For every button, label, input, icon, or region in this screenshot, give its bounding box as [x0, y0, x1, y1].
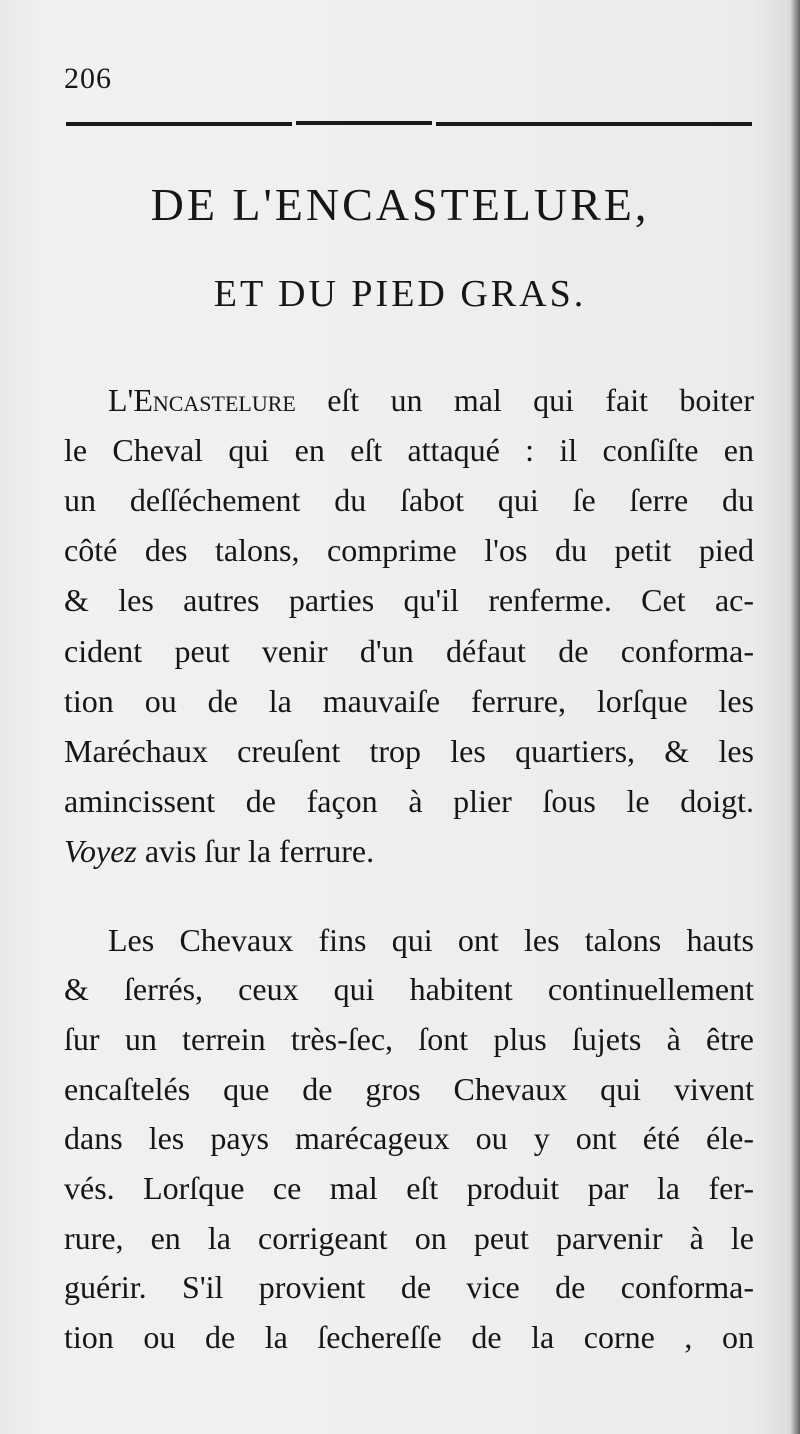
text-line: cident peut venir d'un défaut de conforma-: [64, 633, 754, 669]
lead-word-small-caps: ncastelure: [152, 382, 296, 418]
text-line: tion ou de la mauvaiſe ferrure, lorſque les: [64, 683, 754, 719]
text-line: guérir. S'il provient de vice de conforma-: [64, 1269, 754, 1305]
text-line: amincissent de façon à plier ſous le doigt.: [64, 783, 754, 819]
italic-reference: Voyez: [64, 833, 137, 869]
text-line: & les autres parties qu'il renferme. Cet ac-: [64, 582, 754, 618]
header-rule-segment: [436, 122, 752, 126]
text-line: le Cheval qui en eſt attaqué : il conſiſte en: [64, 432, 754, 468]
header-rule-segment: [66, 122, 292, 126]
text-line: vés. Lorſque ce mal eſt produit par la fer-: [64, 1170, 754, 1206]
text-line-rest: avis ſur la ferrure.: [136, 833, 375, 869]
text-line: [64, 380, 754, 420]
chapter-title: DE L'ENCASTELURE,: [150, 179, 650, 230]
lead-word-cap: L'E: [108, 382, 153, 418]
text-line-rest: eſt un mal qui fait boiter: [295, 382, 754, 418]
text-line: tion ou de la ſechereſſe de la corne , on: [64, 1319, 754, 1355]
text-line: ſur un terrein très-ſec, ſont plus ſujets à être: [64, 1021, 754, 1057]
text-line: [64, 831, 754, 871]
page-number: 206: [64, 62, 112, 95]
chapter-subtitle: ET DU PIED GRAS.: [213, 273, 587, 315]
text-line: encaſtelés que de gros Chevaux qui vivent: [64, 1071, 754, 1107]
text-line: & ſerrés, ceux qui habitent continuellement: [64, 971, 754, 1007]
header-rule-segment: [296, 121, 432, 125]
text-line: côté des talons, comprime l'os du petit pied: [64, 532, 754, 568]
text-line: dans les pays marécageux ou y ont été éle-: [64, 1120, 754, 1156]
text-line: rure, en la corrigeant on peut parvenir à le: [64, 1220, 754, 1256]
text-line: un deſſéchement du ſabot qui ſe ſerre du: [64, 482, 754, 518]
text-line: Les Chevaux fins qui ont les talons hauts: [108, 922, 754, 958]
text-line: Maréchaux creuſent trop les quartiers, & les: [64, 733, 754, 769]
